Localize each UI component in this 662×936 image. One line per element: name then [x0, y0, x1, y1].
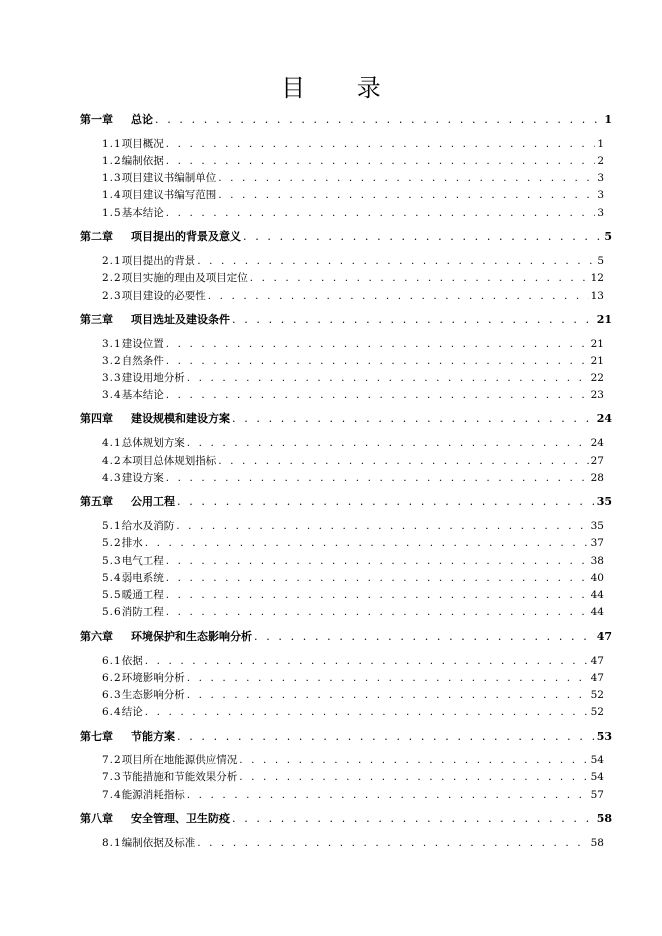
section-title: 消防工程: [121, 606, 164, 618]
section-number: 4.1: [102, 437, 122, 449]
dot-leader: [166, 136, 596, 152]
dot-leader: [187, 670, 589, 686]
page-number: 5: [604, 230, 612, 243]
section-title: 项目提出的背景: [121, 255, 196, 267]
toc-title: 目 录: [281, 74, 403, 102]
toc-chapter-4[interactable]: [80, 411, 612, 428]
section-title: 项目实施的理由及项目定位: [121, 272, 248, 284]
dot-leader: [254, 629, 595, 645]
page-number: 12: [590, 272, 604, 284]
section-number: 1.3: [102, 172, 122, 184]
section-title: 建设方案: [121, 472, 164, 484]
toc-section[interactable]: [102, 470, 604, 487]
section-title: 本项目总体规划指标: [121, 455, 217, 467]
dot-leader: [166, 587, 589, 603]
dot-leader: [155, 112, 602, 128]
section-title: 给水及消防: [121, 520, 175, 532]
page-number: 3: [597, 207, 604, 219]
toc-section[interactable]: [102, 136, 604, 153]
dot-leader: [166, 570, 589, 586]
toc-section[interactable]: [102, 187, 604, 204]
toc-section[interactable]: [102, 270, 604, 287]
section-title: 编制依据及标准: [121, 837, 196, 849]
page-number: 58: [596, 812, 612, 825]
chapter-number: 第五章: [80, 495, 113, 508]
chapter-title: 总论: [131, 113, 153, 126]
toc-chapter-5[interactable]: [80, 494, 612, 511]
toc-section[interactable]: [102, 670, 604, 687]
dot-leader: [166, 153, 596, 169]
toc-section[interactable]: [102, 535, 604, 552]
page-number: 22: [590, 372, 604, 384]
dot-leader: [187, 787, 589, 803]
section-number: 6.3: [102, 689, 122, 701]
section-title: 生态影响分析: [121, 689, 185, 701]
toc-chapter-8[interactable]: [80, 811, 612, 828]
section-title: 项目建议书编制单位: [121, 172, 217, 184]
dot-leader: [166, 353, 589, 369]
section-number: 7.2: [102, 754, 122, 766]
page-number: 47: [590, 672, 604, 684]
dot-leader: [232, 312, 595, 328]
toc-chapter-7[interactable]: [80, 729, 612, 746]
chapter-number: 第八章: [80, 812, 113, 825]
dot-leader: [145, 535, 589, 551]
dot-leader: [177, 729, 595, 745]
toc-section[interactable]: [102, 835, 604, 852]
chapter-number: 第四章: [80, 412, 113, 425]
toc-section[interactable]: [102, 387, 604, 404]
page-number: 38: [590, 555, 604, 567]
section-title: 暖通工程: [121, 589, 164, 601]
page-number: 3: [597, 189, 604, 201]
section-number: 2.2: [102, 272, 122, 284]
section-title: 基本结论: [121, 389, 164, 401]
dot-leader: [239, 769, 588, 785]
section-number: 3.2: [102, 355, 122, 367]
page-number: 53: [596, 730, 612, 743]
chapter-title: 项目提出的背景及意义: [131, 230, 241, 243]
section-number: 1.1: [102, 138, 122, 150]
section-number: 5.6: [102, 606, 122, 618]
section-title: 编制依据: [121, 155, 164, 167]
page-number: 58: [590, 837, 604, 849]
dot-leader: [166, 387, 589, 403]
section-number: 1.4: [102, 189, 122, 201]
section-title: 环境影响分析: [121, 672, 185, 684]
dot-leader: [250, 270, 589, 286]
toc-section[interactable]: [102, 253, 604, 270]
page-number: 28: [590, 472, 604, 484]
toc-section[interactable]: [102, 370, 604, 387]
chapter-number: 第三章: [80, 313, 113, 326]
section-number: 4.2: [102, 455, 122, 467]
page-number: 3: [597, 172, 604, 184]
toc-section[interactable]: [102, 336, 604, 353]
section-title: 能源消耗指标: [121, 789, 185, 801]
dot-leader: [232, 411, 595, 427]
toc-section[interactable]: [102, 687, 604, 704]
toc-section[interactable]: [102, 752, 604, 769]
dot-leader: [166, 553, 589, 569]
section-title: 项目所在地能源供应情况: [121, 754, 238, 766]
section-title: 自然条件: [121, 355, 164, 367]
chapter-title: 环境保护和生态影响分析: [131, 630, 252, 643]
dot-leader: [197, 835, 588, 851]
page-number: 47: [596, 630, 612, 643]
page-number: 44: [590, 589, 604, 601]
section-title: 节能措施和节能效果分析: [121, 771, 238, 783]
section-number: 7.4: [102, 789, 122, 801]
chapter-title: 公用工程: [131, 495, 175, 508]
dot-leader: [187, 687, 589, 703]
page-number: 1: [604, 113, 612, 126]
dot-leader: [218, 453, 588, 469]
page-number: 21: [590, 355, 604, 367]
section-title: 依据: [121, 655, 143, 667]
chapter-number: 第六章: [80, 630, 113, 643]
chapter-title: 节能方案: [131, 730, 175, 743]
section-number: 3.4: [102, 389, 122, 401]
section-number: 2.1: [102, 255, 122, 267]
chapter-title: 安全管理、卫生防疫: [131, 812, 230, 825]
chapter-number: 第一章: [80, 113, 113, 126]
section-title: 电气工程: [121, 555, 164, 567]
section-number: 5.5: [102, 589, 122, 601]
chapter-title: 建设规模和建设方案: [131, 412, 230, 425]
section-number: 5.3: [102, 555, 122, 567]
toc-section[interactable]: [102, 288, 604, 305]
page-number: 35: [596, 495, 612, 508]
toc-section[interactable]: [102, 653, 604, 670]
dot-leader: [166, 336, 589, 352]
chapter-title: 项目选址及建设条件: [131, 313, 230, 326]
toc-section[interactable]: [102, 587, 604, 604]
dot-leader: [197, 253, 595, 269]
chapter-number: 第二章: [80, 230, 113, 243]
chapter-number: 第七章: [80, 730, 113, 743]
dot-leader: [145, 653, 589, 669]
dot-leader: [176, 518, 588, 534]
page-number: 44: [590, 606, 604, 618]
toc-section[interactable]: [102, 170, 604, 187]
section-title: 建设位置: [121, 338, 164, 350]
section-number: 5.1: [102, 520, 122, 532]
section-number: 2.3: [102, 290, 122, 302]
section-number: 6.2: [102, 672, 122, 684]
dot-leader: [166, 470, 589, 486]
page-number: 24: [596, 412, 612, 425]
page-number: 1: [597, 138, 604, 150]
section-title: 基本结论: [121, 207, 164, 219]
section-title: 排水: [121, 537, 143, 549]
toc-section[interactable]: [102, 205, 604, 222]
page-number: 37: [590, 537, 604, 549]
page-number: 27: [590, 455, 604, 467]
dot-leader: [166, 205, 596, 221]
section-number: 8.1: [102, 837, 122, 849]
page-number: 24: [590, 437, 604, 449]
toc-section[interactable]: [102, 453, 604, 470]
section-title: 建设用地分析: [121, 372, 185, 384]
toc-section[interactable]: [102, 153, 604, 170]
page-number: 2: [597, 155, 604, 167]
toc-chapter-3[interactable]: [80, 312, 612, 329]
page-number: 52: [590, 706, 604, 718]
page-number: 13: [590, 290, 604, 302]
section-title: 弱电系统: [121, 572, 164, 584]
dot-leader: [218, 187, 595, 203]
dot-leader: [239, 752, 588, 768]
dot-leader: [177, 494, 595, 510]
dot-leader: [232, 811, 595, 827]
page-number: 35: [590, 520, 604, 532]
section-title: 项目建设的必要性: [121, 290, 206, 302]
page-number: 21: [590, 338, 604, 350]
toc-section[interactable]: [102, 435, 604, 452]
toc-chapter-6[interactable]: [80, 629, 612, 646]
toc-chapter-1[interactable]: [80, 112, 612, 129]
section-number: 1.5: [102, 207, 122, 219]
section-title: 项目建议书编写范围: [121, 189, 217, 201]
section-number: 4.3: [102, 472, 122, 484]
dot-leader: [243, 229, 602, 245]
page-number: 21: [596, 313, 612, 326]
section-number: 6.1: [102, 655, 122, 667]
toc-section[interactable]: [102, 353, 604, 370]
toc-section[interactable]: [102, 570, 604, 587]
toc-section[interactable]: [102, 604, 604, 621]
toc-section[interactable]: [102, 787, 604, 804]
dot-leader: [145, 704, 589, 720]
section-number: 6.4: [102, 706, 122, 718]
toc-chapter-2[interactable]: [80, 229, 612, 246]
page-number: 54: [590, 771, 604, 783]
section-number: 3.3: [102, 372, 122, 384]
page-number: 5: [597, 255, 604, 267]
page-number: 57: [590, 789, 604, 801]
section-number: 5.2: [102, 537, 122, 549]
dot-leader: [166, 604, 589, 620]
page-number: 40: [590, 572, 604, 584]
dot-leader: [187, 435, 589, 451]
section-number: 5.4: [102, 572, 122, 584]
section-title: 结论: [121, 706, 143, 718]
page-number: 47: [590, 655, 604, 667]
toc-section[interactable]: [102, 704, 604, 721]
toc-section[interactable]: [102, 769, 604, 786]
section-number: 1.2: [102, 155, 122, 167]
page-number: 54: [590, 754, 604, 766]
section-title: 项目概况: [121, 138, 164, 150]
page-number: 23: [590, 389, 604, 401]
dot-leader: [208, 288, 589, 304]
toc-section[interactable]: [102, 518, 604, 535]
section-number: 3.1: [102, 338, 122, 350]
section-title: 总体规划方案: [121, 437, 185, 449]
page-number: 52: [590, 689, 604, 701]
section-number: 7.3: [102, 771, 122, 783]
toc-section[interactable]: [102, 553, 604, 570]
dot-leader: [187, 370, 589, 386]
dot-leader: [218, 170, 595, 186]
